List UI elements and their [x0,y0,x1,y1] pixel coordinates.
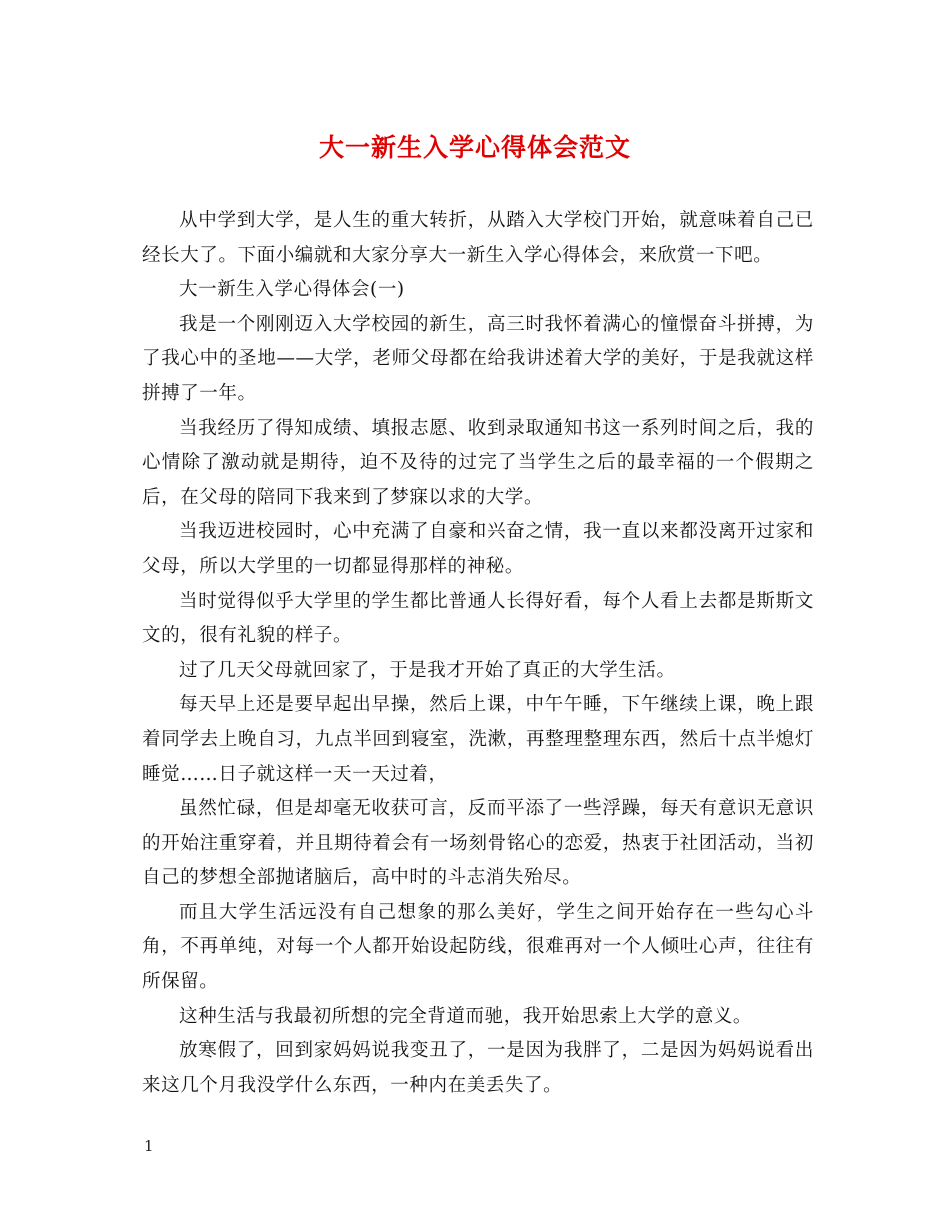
body-paragraph: 这种生活与我最初所想的完全背道而驰，我开始思索上大学的意义。 [179,1005,753,1027]
intro-paragraph: 从中学到大学，是人生的重大转折，从踏入大学校门开始，就意味着自己已经长大了。下面小编就和大家分享大一新生入学心得体会，来欣赏一下吧。 [142,210,814,266]
body-paragraph: 每天早上还是要早起出早操，然后上课，中午午睡，下午继续上课，晚上跟着同学去上晚自习，九点半回到寝室，洗漱，再整理整理东西，然后十点半熄灯睡觉……日子就这样一天一天过着， [142,694,814,785]
page-number: 1 [144,1137,154,1155]
section-heading: 大一新生入学心得体会(一) [179,279,405,301]
body-paragraph: 虽然忙碌，但是却毫无收获可言，反而平添了一些浮躁，每天有意识无意识的开始注重穿着，并且期待着会有一场刻骨铭心的恋爱，热衷于社团活动，当初自己的梦想全部抛诸脑后，高中时的斗志消失殆尽。 [142,798,814,889]
document-body [142,204,814,1103]
body-paragraph: 我是一个刚刚迈入大学校园的新生，高三时我怀着满心的憧憬奋斗拼搏，为了我心中的圣地——大学，老师父母都在给我讲述着大学的美好，于是我就这样拼搏了一年。 [142,313,814,404]
body-paragraph: 当时觉得似乎大学里的学生都比普通人长得好看，每个人看上去都是斯斯文文的，很有礼貌的样子。 [142,590,814,647]
body-paragraph: 放寒假了，回到家妈妈说我变丑了，一是因为我胖了，二是因为妈妈说看出来这几个月我没学什么东西，一种内在美丢失了。 [142,1040,814,1096]
document-title: 大一新生入学心得体会范文 [318,133,631,162]
body-paragraph: 过了几天父母就回家了，于是我才开始了真正的大学生活。 [179,659,676,681]
body-paragraph: 而且大学生活远没有自己想象的那么美好，学生之间开始存在一些勾心斗角，不再单纯，对每一个人都开始设起防线，很难再对一个人倾吐心声，往往有所保留。 [142,901,814,993]
body-paragraph: 当我经历了得知成绩、填报志愿、收到录取通知书这一系列时间之后，我的心情除了激动就是期待，迫不及待的过完了当学生之后的最幸福的一个假期之后，在父母的陪同下我来到了梦寐以求的大学。 [142,417,814,508]
body-paragraph: 当我迈进校园时，心中充满了自豪和兴奋之情，我一直以来都没离开过家和父母，所以大学里的一切都显得那样的神秘。 [142,521,814,577]
